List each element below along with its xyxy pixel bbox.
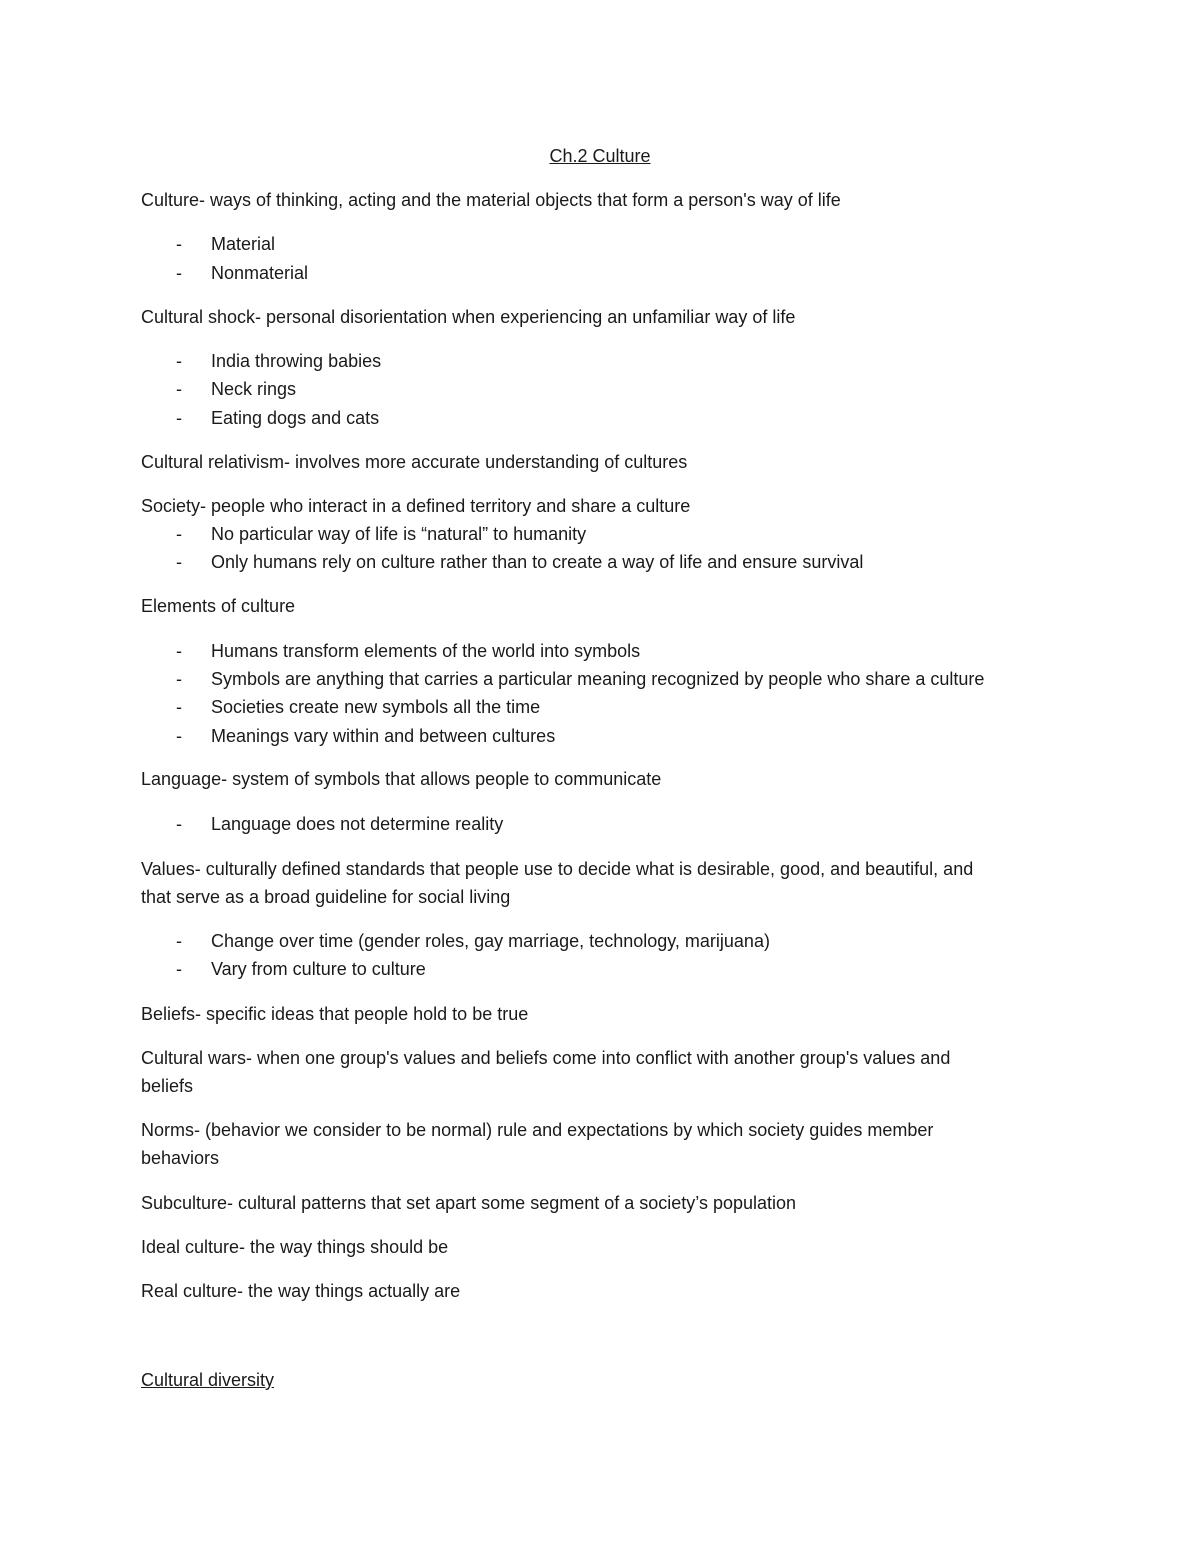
bullet-dash: -	[176, 697, 182, 717]
values-definition-line-1: Values- culturally defined standards that people use to decide what is desirable, good, and beautiful, and	[141, 859, 974, 879]
elements-heading: Elements of culture	[141, 596, 296, 616]
bullet-dash: -	[176, 524, 182, 544]
bullet-dash: -	[176, 931, 182, 951]
bullet-dash: -	[176, 552, 182, 572]
bullet-dash: -	[176, 959, 182, 979]
real-culture-definition: Real culture- the way things actually are	[141, 1281, 461, 1301]
list-item: India throwing babies	[211, 351, 382, 371]
list-item: Symbols are anything that carries a particular meaning recognized by people who share a culture	[211, 669, 985, 689]
list-item: Meanings vary within and between cultures	[211, 726, 556, 746]
culture-definition: Culture- ways of thinking, acting and the material objects that form a person's way of life	[141, 190, 841, 210]
list-item: Eating dogs and cats	[211, 408, 380, 428]
list-item: Change over time (gender roles, gay marriage, technology, marijuana)	[211, 931, 770, 951]
cultural-shock-definition: Cultural shock- personal disorientation when experiencing an unfamiliar way of life	[141, 307, 796, 327]
list-item: Material	[211, 234, 276, 254]
list-item: Humans transform elements of the world into symbols	[211, 641, 641, 661]
ideal-culture-definition: Ideal culture- the way things should be	[141, 1237, 449, 1257]
bullet-dash: -	[176, 669, 182, 689]
bullet-dash: -	[176, 408, 182, 428]
bullet-dash: -	[176, 263, 182, 283]
list-item: No particular way of life is “natural” to humanity	[211, 524, 587, 544]
section-heading-cultural-diversity: Cultural diversity	[141, 1370, 275, 1390]
bullet-dash: -	[176, 726, 182, 746]
bullet-dash: -	[176, 351, 182, 371]
page-title: Ch.2 Culture	[549, 146, 651, 166]
list-item: Neck rings	[211, 379, 297, 399]
beliefs-definition: Beliefs- specific ideas that people hold to be true	[141, 1004, 529, 1024]
list-item: Language does not determine reality	[211, 814, 504, 834]
list-item: Only humans rely on culture rather than to create a way of life and ensure survival	[211, 552, 864, 572]
norms-line-2: behaviors	[141, 1148, 220, 1168]
list-item: Nonmaterial	[211, 263, 309, 283]
subculture-definition: Subculture- cultural patterns that set apart some segment of a society’s population	[141, 1193, 797, 1213]
bullet-dash: -	[176, 641, 182, 661]
list-item: Societies create new symbols all the time	[211, 697, 541, 717]
cultural-wars-line-1: Cultural wars- when one group's values and beliefs come into conflict with another group's values and	[141, 1048, 951, 1068]
cultural-wars-line-2: beliefs	[141, 1076, 194, 1096]
bullet-dash: -	[176, 814, 182, 834]
society-definition: Society- people who interact in a defined territory and share a culture	[141, 496, 691, 516]
bullet-dash: -	[176, 234, 182, 254]
list-item: Vary from culture to culture	[211, 959, 426, 979]
cultural-relativism-definition: Cultural relativism- involves more accurate understanding of cultures	[141, 452, 688, 472]
language-definition: Language- system of symbols that allows people to communicate	[141, 769, 662, 789]
norms-line-1: Norms- (behavior we consider to be normal) rule and expectations by which society guides member	[141, 1120, 934, 1140]
values-definition-line-2: that serve as a broad guideline for social living	[141, 887, 511, 907]
bullet-dash: -	[176, 379, 182, 399]
